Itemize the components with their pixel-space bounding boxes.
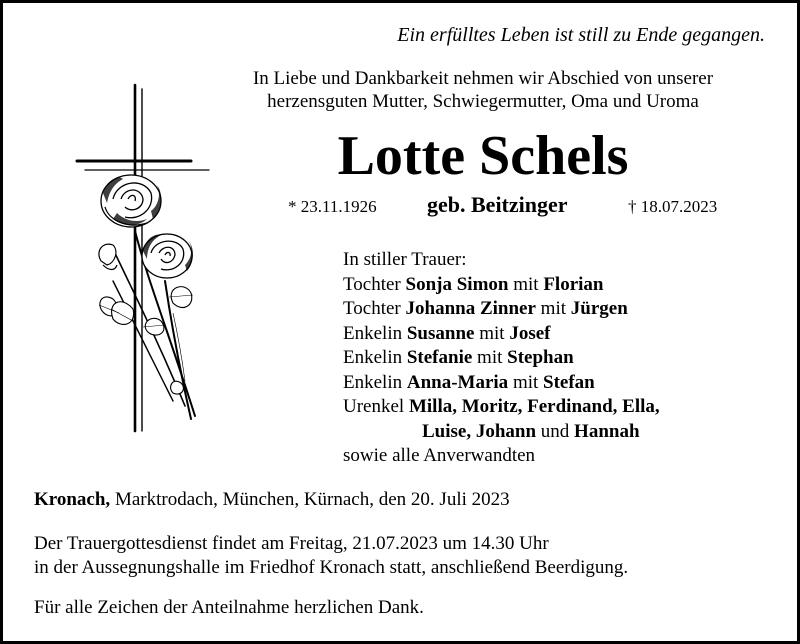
intro-text [183, 67, 783, 113]
great-grandchildren-joiner: und [540, 420, 570, 442]
mourner-row [343, 322, 660, 347]
place-town: Kronach, [34, 489, 111, 510]
mourner-name: Johanna Zinner [405, 298, 536, 319]
mourners-closing: sowie alle Anverwandten [343, 445, 536, 466]
mourner-partner: Stephan [507, 347, 574, 368]
mourner-row [343, 297, 660, 322]
great-grandchildren-row-2 [343, 420, 660, 445]
place-rest: Marktrodach, München, Kürnach, den 20. Juli 2023 [110, 489, 510, 510]
great-grandchildren-names: Milla, Moritz, Ferdinand, Ella, [408, 396, 660, 417]
death-date: † 18.07.2023 [628, 197, 718, 216]
great-grandchildren-role: Urenkel [343, 396, 405, 417]
mourner-row [343, 273, 660, 298]
mourner-row [343, 346, 660, 371]
mourner-row [343, 371, 660, 396]
mourner-joiner: mit [479, 322, 505, 344]
service-info [34, 532, 628, 580]
motto: Ein erfülltes Leben ist still zu Ende gegangen. [397, 24, 765, 46]
mourner-name: Anna-Maria [406, 371, 509, 393]
mourner-role: Enkelin [343, 371, 403, 393]
mourner-name: Stefanie [406, 347, 473, 368]
mourner-joiner: mit [540, 298, 567, 319]
mourner-joiner: mit [477, 347, 503, 368]
service-line-1: Der Trauergottesdienst findet am Freitag, 21.07.2023 um 14.30 Uhr [34, 533, 549, 554]
mourner-role: Enkelin [343, 322, 403, 344]
cross-with-roses-icon [73, 81, 213, 436]
intro-line-2: herzensguten Mutter, Schwiegermutter, Oma und Uroma [267, 91, 699, 112]
intro-line-1: In Liebe und Dankbarkeit nehmen wir Abschied von unserer [252, 68, 714, 89]
mourners-heading: In stiller Trauer: [343, 249, 467, 270]
mourner-joiner: mit [512, 371, 539, 393]
deceased-name: Lotte Schels [337, 125, 629, 187]
thanks-note: Für alle Zeichen der Anteilnahme herzlichen Dank. [34, 597, 424, 618]
mourner-role: Enkelin [343, 347, 403, 368]
mourner-role: Tochter [343, 298, 401, 319]
mourner-name: Sonja Simon [405, 273, 509, 295]
great-grandchildren-names-2: Luise, Johann [422, 420, 537, 442]
mourner-joiner: mit [513, 273, 539, 295]
mourner-partner: Jürgen [570, 298, 628, 319]
mourner-role: Tochter [343, 273, 401, 295]
mourners-list [343, 248, 660, 469]
birth-date: * 23.11.1926 [288, 197, 377, 216]
service-line-2: in der Aussegnungshalle im Friedhof Kronach statt, anschließend Beerdigung. [34, 557, 629, 578]
mourner-partner: Stefan [543, 371, 595, 393]
mourner-name: Susanne [406, 322, 475, 344]
mourner-partner: Josef [509, 322, 551, 344]
place-and-date [34, 488, 510, 512]
maiden-name: geb. Beitzinger [427, 192, 568, 217]
great-grandchildren-row [343, 395, 660, 420]
mourner-partner: Florian [543, 273, 604, 295]
great-grandchildren-last: Hannah [574, 420, 640, 442]
